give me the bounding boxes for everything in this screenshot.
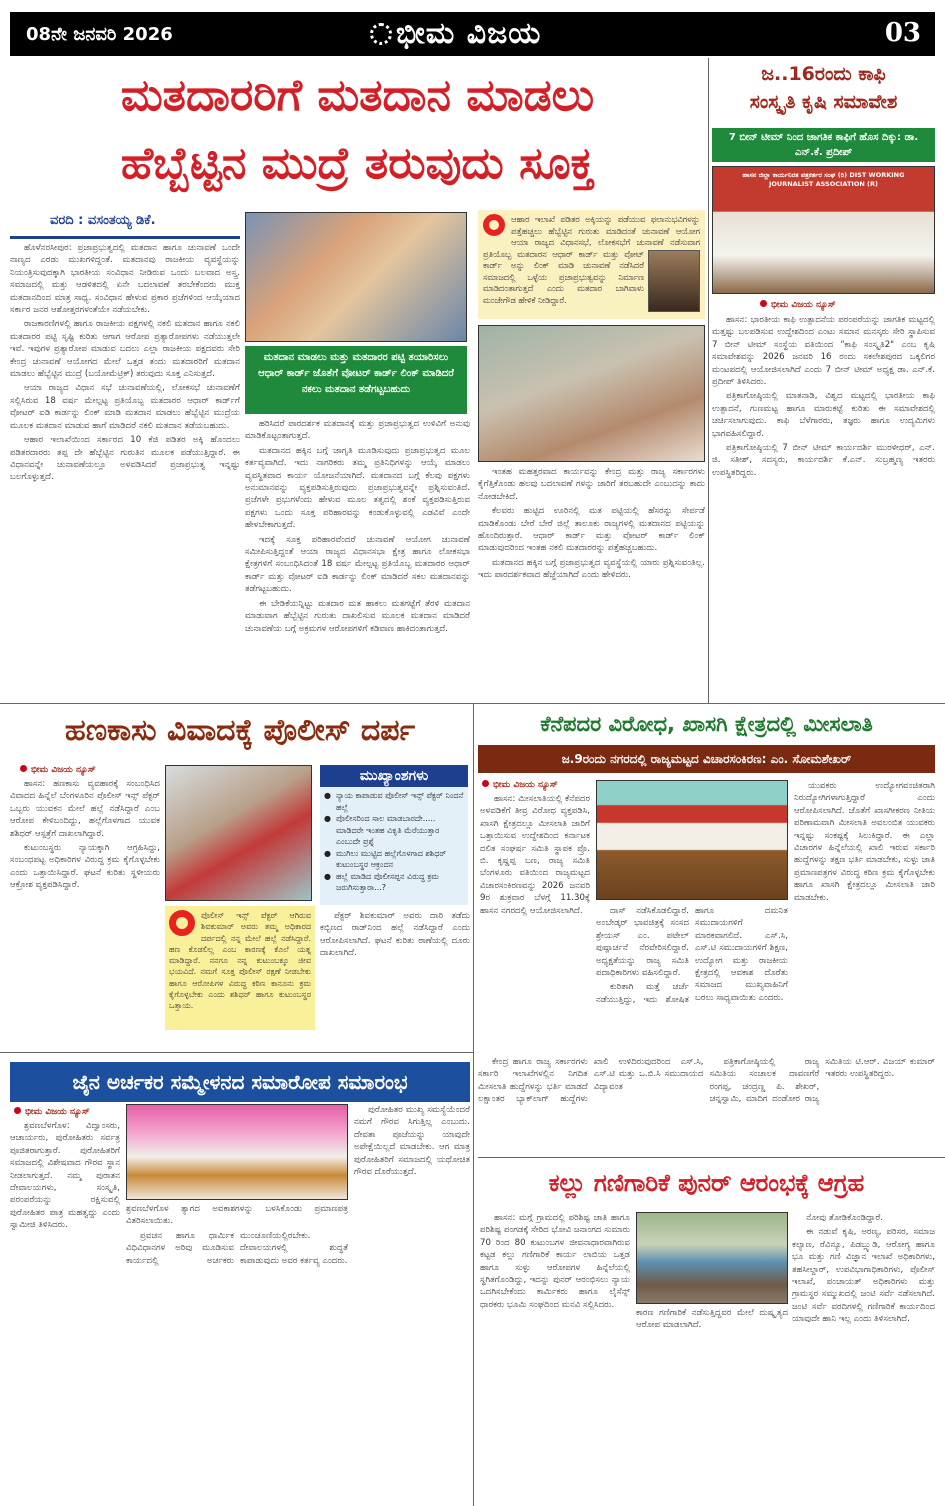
lead-body-col3: ಇಂತಹ ಮಹತ್ತರವಾದ ಕಾರ್ಯವನ್ನು ಕೇಂದ್ರ ಮತ್ತು ರಾಜ್ಯ ಸರ್ಕಾರಗಳು ಕೈಗೆತ್ತಿಕೊಂಡು ಹಲವು ಬದಲಾವಣೆ ಗಳನ್ನು ಜಾರಿಗೆ ತರಬಹುದೇ ಎಂಬುದನ್ನು ಕಾದು ನೋಡಬೇಕಿದೆ. ಕೆಲವರು ಹುಟ್ಟಿದ ಊರಿನಲ್ಲಿ ಮತ ಪಟ್ಟಿಯಲ್ಲಿ ಹೆಸರನ್ನು ಸೇರ್ಪಡೆ ಮಾಡಿಕೊಂಡು ಬೇರೆ ಬೇರೆ ಜಿಲ್ಲೆ ತಾಲೂಕು ರಾಜ್ಯಗಳಲ್ಲಿ ಮತದಾನದ ಪಟ್ಟಿಯನ್ನು ಹೊಂದಿರುತ್ತಾರೆ. ಆಧಾರ್ ಕಾರ್ಡ್ ಮತ್ತು ವೋಟರ್ ಕಾರ್ಡ್ ಲಿಂಕ್ ಮಾಡುವುದರಿಂದ ಇಂತಹ ನಕಲಿ ಮತದಾರರನ್ನು ಪತ್ತೆಹಚ್ಚಬಹುದು. ಮತದಾನದ ಹಕ್ಕಿನ ಬಗ್ಗೆ ಪ್ರಜಾಪ್ರಭುತ್ವದ ವ್ಯವಸ್ಥೆಯಲ್ಲಿ ಯಾರು ಪ್ರಶ್ನಿಸುವಂತಿಲ್ಲ. ಇದು ಪಾರದರ್ಶಕವಾದ ಹೆಜ್ಜೆಯಾಗಿದೆ ಎಂದು ಹೇಳಿದರು. (478, 467, 705, 581)
lead-body-col1: ಹೊಳೆನರಸೀಪುರ: ಪ್ರಜಾಪ್ರಭುತ್ವದಲ್ಲಿ ಮತದಾನ ಹಾಗೂ ಚುನಾವಣೆ ಒಂದೇ ನಾಣ್ಯದ ಎರಡು ಮುಖಗಳಿದ್ದಂತೆ. ಮತದಾನವು ರಾಜಕೀಯ ವ್ಯವಸ್ಥೆಯನ್ನು ನಿಯಂತ್ರಿಸುವುದಕ್ಕಾಗಿ ಭಾರತೀಯ ಸಂವಿಧಾನ ನೀಡಿರುವ ಒಂದು ಬಲವಾದ ಅಸ್ತ್ರ. ಸಮಾಜದಲ್ಲಿ ಮತ್ತು ಆಡಳಿತದಲ್ಲಿ ಏನೇ ಬದಲಾವಣೆ ತರಬೇಕೆಂದರು ಮುಕ್ತ ಮತದಾನದಿಂದ ಮಾತ್ರ ಸಾಧ್ಯ. ಸಂವಿಧಾನ ಹೇಳುವ ಪ್ರಕಾರ ಪ್ರಜೆಗಳಿಂದ ಆಯ್ಕೆಯಾದ ಸರ್ಕಾರ ಜನರ ಆಶೋತ್ತರಗಳಂತೆಯೇ ನಡೆಯಬೇಕು. ರಾಜಕಾರಣಿಗಳಲ್ಲಿ ಹಾಗೂ ರಾಜಕೀಯ ಪಕ್ಷಗಳಲ್ಲಿ ನಕಲಿ ಮತದಾನ ಹಾಗೂ ನಕಲಿ ಮತದಾರರ ಪಟ್ಟಿ ಸೃಷ್ಟಿ ಕುರಿತು ಆಗಾಗ ಆರೋಪ ಪ್ರತ್ಯಾರೋಪಗಳು ನಡೆಯುತ್ತಲೇ ಇವೆ. ಇವುಗಳ ಪ್ರತ್ಯಾರೋಪ ಮಾಡುವ ಬದಲು ಎಲ್ಲಾ ರಾಜಕೀಯ ಪಕ್ಷದವರು ಸೇರಿ ಕೇಂದ್ರ ಚುನಾವಣೆ ಆಯೋಗದ ಮೇಲೆ ಒತ್ತಡ ತಂದು ಮತದಾರರಿಗೆ ಮತದಾನ ಮಾಡಲು ಹೆಬ್ಬೆಟ್ಟಿನ ಮುದ್ರೆ (ಬಯೋಮೆಟ್ರಿಕ್) ತರುವುದು ಸೂಕ್ತ ಎನಿಸುತ್ತದೆ. ಆಯಾ ರಾಜ್ಯದ ವಿಧಾನ ಸಭೆ ಚುನಾವಣೆಯಲ್ಲಿ, ಲೋಕಸಭೆ ಚುನಾವಣೆಗೆ ಸಲ್ಲಿಸಿರುವ 18 ವರ್ಷ ಮೇಲ್ಪಟ್ಟ ಪ್ರತಿಯೊಬ್ಬ ಮತದಾರರ ಆಧಾರ್ ಕಾರ್ಡ್‌ಗೆ ವೋಟರ್ ಐಡಿ ಕಾರ್ಡನ್ನು ಲಿಂಕ್ ಮಾಡಿ ಮತದಾನ ಮಾಡಲು ಹೆಬ್ಬೆಟ್ಟಿನ ಮುದ್ರೆಯ ಮೂಲಕ ಮತದಾನ ಮಾಡುವ ಹಾಗೆ ಮಾಡಿದರೆ ನಕಲಿ ಮತದಾನ ತಡೆಯಬಹುದು. ಆಹಾರ ಇಲಾಖೆಯಿಂದ ಸರ್ಕಾರದ 10 ಕೆಜಿ ಪಡಿತರ ಅಕ್ಕಿ ಹೊಂದಲು ಪಡಿತರದಾರರು ತಪ್ಪ ದೇ ಹೆಬ್ಬೆಟ್ಟಿನ ಗುರುತಿನ ಮೂಲಕ ಪಡೆಯುತ್ತಿದ್ದಾರೆ. ಈ ವಿಧಾನವನ್ನೇ ಚುನಾವಣೆಯಲ್ಲೂ ಅಳವಡಿಸಿದರೆ ಪ್ರಜಾಪ್ರಭುತ್ವ ಇನ್ನಷ್ಟು ಬಲಗೊಳ್ಳುತ್ತದೆ. (10, 243, 240, 483)
bullet-icon: ● (324, 848, 331, 858)
chakra-icon (370, 23, 392, 45)
lead-headline (10, 62, 705, 198)
police-byline: ಭೀಮ ವಿಜಯ ನ್ಯೂಸ್ (20, 765, 96, 775)
lead-headline-line1: ಮತದಾರರಿಗೆ ಮತದಾನ ಮಾಡಲು (120, 70, 595, 121)
jain-body-col3: ಪುರೋಹಿತರ ಮುಖ್ಯ ಸಮಸ್ಯೆಯೆಂದರೆ ನಮಗೆ ಗೌರವ ಸಿಗುತ್ತಿಲ್ಲ ಎಂಬುದು. ದೇವತಾ ಪೂಜೆಯನ್ನು ಯಾವುದೇ ಅಪೇಕ್ಷೆಯಿಲ್ಲದೆ ಮಾಡಬೇಕು. ಆಗ ಮಾತ್ರ ಪುರೋಹಿತರಿಗೆ ಸಮಾಜದಲ್ಲಿ ಯಥೋಚಿತ ಗೌರವ ದೊರೆಯುತ್ತದೆ. (354, 1105, 470, 1178)
photo-banner-text: ಹಾಸನ ಜಿಲ್ಲಾ ಕಾರ್ಯನಿರತ ಪತ್ರಕರ್ತರ ಸಂಘ (ರಿ) DIST WORKING JOURNALIST ASSOCIATION (R) (742, 171, 905, 188)
voting-ink-photo (478, 325, 705, 462)
column-divider (708, 58, 709, 703)
page-number: 03 (884, 18, 921, 48)
byline-rule (10, 236, 240, 239)
police-body-col1: ಹಾಸನ: ಹಣಕಾಸು ವ್ಯವಹಾರಕ್ಕೆ ಸಂಬಂಧಿಸಿದ ವಿವಾದದ ಹಿನ್ನೆಲೆ ಬೆಂಗಳೂರಿನ ಪೊಲೀಸ್ ಇನ್ಸ್ ಪೆಕ್ಟರ್ ಒಬ್ಬರು ಯುವಕನ ಮೇಲೆ ಹಲ್ಲೆ ನಡೆಸಿದ್ದಾರೆ ಎಂಬ ಆರೋಪ ಕೇಳಿಬಂದಿದ್ದು, ಹಲ್ಲೆಗೊಳಗಾದ ಯುವಕ ಶಶಿಧರ್ ಆಸ್ಪತ್ರೆಗೆ ದಾಖಲಾಗಿದ್ದಾರೆ. ಕುಟುಂಬಸ್ಥರು ನ್ಯಾಯಕ್ಕಾಗಿ ಆಗ್ರಹಿಸಿದ್ದು, ಸಂಬಂಧಪಟ್ಟ ಅಧಿಕಾರಿಗಳ ವಿರುದ್ಧ ಕ್ರಮ ಕೈಗೊಳ್ಳಬೇಕು ಎಂದು ಒತ್ತಾಯಿಸಿದ್ದಾರೆ. ಘಟನೆ ಕುರಿತು ಸ್ಥಳೀಯರು ಆಕ್ರೋಶ ವ್ಯಕ್ತಪಡಿಸಿದ್ದಾರೆ. (10, 779, 160, 891)
coffee-subhead: 7 ಬೀನ್ ಟೀಮ್ ನಿಂದ ಜಾಗತಿಕ ಕಾಫಿಗೆ ಹೊಸ ದಿಕ್ಕು: ಡಾ. ಎನ್.ಕೆ. ಪ್ರದೀಪ್ (712, 128, 935, 162)
lead-highlight-box: ಮತದಾನ ಮಾಡಲು ಮತ್ತು ಮತದಾರರ ಪಟ್ಟಿ ತಯಾರಿಸಲು ಆಧಾರ್ ಕಾರ್ಡ್ ಜೊತೆಗೆ ವೋಟರ್ ಕಾರ್ಡ್ ಲಿಂಕ್ ಮಾಡಿದರೆ ನಕಲು ಮತದಾನ ತಡೆಗಟ್ಟಬಹುದು (245, 346, 467, 414)
jain-body-col2: ಪ್ರವಚನ ಹಾಗೂ ಧಾರ್ಮಿಕ ವಿಧಿವಿಧಾನಗಳ ಅರಿವು ಮೂಡಿಸುವ ಕಾರ್ಯದಲ್ಲಿ ಅರ್ಚಕರು ಮುಂಚೂಣಿಯಲ್ಲಿರಬೇಕು. ದೇವಾಲಯಗಳಲ್ಲಿ ಶುದ್ಧತೆ ಕಾಪಾಡುವುದು ಅವರ ಕರ್ತವ್ಯ ಎಂದರು. (126, 1231, 348, 1266)
quarry-headline: ಕಲ್ಲು ಗಣಿಗಾರಿಕೆ ಪುನರ್ ಆರಂಭಕ್ಕೆ ಆಗ್ರಹ (548, 1169, 865, 1197)
jain-ceremony-photo (126, 1104, 348, 1200)
voters-photo (245, 212, 467, 342)
injured-man-photo (165, 765, 312, 901)
coffee-body: ಹಾಸನ: ಭಾರತೀಯ ಕಾಫಿ ಉತ್ಪಾದನೆಯ ಪರಂಪರೆಯನ್ನು ಜಾಗತಿಕ ಮಟ್ಟದಲ್ಲಿ ಮತ್ತಷ್ಟು ಬಲಪಡಿಸುವ ಉದ್ದೇಶದಿಂದ ಎಂಟು ಸಮಾನ ಮನಸ್ಕರು ಸೇರಿ ಸ್ಥಾಪಿಸುವ 7 ಬೀನ್ ಟೀಮ್ ಸಂಸ್ಥೆಯ ವತಿಯಿಂದ "ಕಾಫಿ ಸಂಸ್ಕೃತಿ2" ಎಂಬ ಕೃಷಿ ಸಮಾವೇಶವನ್ನು 2026 ಜನವರಿ 16 ರಂದು ಸಕಲೇಶಪುರದ ಒಕ್ಕಲಿಗರ ಮಂಟಪದಲ್ಲಿ ಆಯೋಜಿಸಲಾಗಿದೆ ಎಂದು 7 ಬೀನ್ ಟೀಮ್ ಅಧ್ಯಕ್ಷ ಡಾ. ಎನ್.ಕೆ. ಪ್ರದೀಪ್ ತಿಳಿಸಿದರು. ಪತ್ರಿಕಾಗೋಷ್ಠಿಯಲ್ಲಿ ಮಾತನಾಡಿ, ವಿಶ್ವದ ಮಟ್ಟದಲ್ಲಿ ಭಾರತೀಯ ಕಾಫಿ ಉತ್ಪಾದನೆ, ಗುಣಮಟ್ಟ ಹಾಗೂ ಮಾರುಕಟ್ಟೆ ಕುರಿತು ಈ ಸಮಾವೇಶದಲ್ಲಿ ಚರ್ಚಿಸಲಾಗುವುದು. ಕಾಫಿ ಬೆಳೆಗಾರರು, ತಜ್ಞರು ಹಾಗೂ ಉದ್ಯಮಿಗಳು ಭಾಗವಹಿಸಲಿದ್ದಾರೆ. ಪತ್ರಿಕಾಗೋಷ್ಠಿಯಲ್ಲಿ 7 ಬೀನ್ ಟೀಮ್ ಕಾರ್ಯದರ್ಶಿ ಮುರಳೀಧರ್, ಎನ್. ಜಿ. ಸತೀಶ್, ಸದಸ್ಯರು, ಕಾರ್ಯದರ್ಶಿ ಕೆ.ಎನ್. ಸುಬ್ರಹ್ಮಣ್ಯ ಇತರರು ಉಪಸ್ಥಿತರಿದ್ದರು. (712, 315, 935, 478)
quote-icon (169, 910, 195, 936)
masthead (10, 12, 935, 56)
quote-icon (483, 214, 505, 236)
column-divider-lower (473, 703, 474, 1506)
bullet-icon: ● (324, 871, 331, 881)
lead-headline-line2: ಹೆಬ್ಬೆಟ್ಟಿನ ಮುದ್ರೆ ತರುವುದು ಸೂಕ್ತ (120, 138, 595, 189)
reservation-byline: ಭೀಮ ವಿಜಯ ನ್ಯೂಸ್ (482, 780, 558, 790)
bullet-icon: ● (324, 791, 331, 800)
reservation-body-continued: ಕೇಂದ್ರ ಹಾಗೂ ರಾಜ್ಯ ಸರ್ಕಾರಗಳು ಸರ್ಕಾರಿ ಇಲಾಖೆಗಳಲ್ಲಿನ ನಿಗದಿತ ಮೀಸಲಾತಿ ಹುದ್ದೆಗಳನ್ನು ಭರ್ತಿ ಮಾಡದೆ ಲಕ್ಷಾಂತರ ಬ್ಯಾಕ್‌ಲಾಗ್ ಹುದ್ದೆಗಳು ಖಾಲಿ ಉಳಿದಿರುವುದರಿಂದ ಎಸ್.ಸಿ, ಎಸ್.ಟಿ ಮತ್ತು ಒ.ಬಿ.ಸಿ ಸಮುದಾಯದ ವಿದ್ಯಾವಂತ ಪತ್ರಿಕಾಗೋಷ್ಠಿಯಲ್ಲಿ ರಾಜ್ಯ ಸಮಿತಿಯ ಸಂಚಾಲಕ ದಾವಣಗೆರೆ ರಂಗಪ್ಪ, ಚಂದ್ರಣ್ಣ ಪಿ. ಶೇಖರ್, ಚನ್ನಸ್ವಾಮಿ, ಮಾದಿಗ ದಂಡೋರ ರಾಜ್ಯ ಸಮಿತಿಯ ಟಿ.ಆರ್. ವಿಜಯ್ ಕುಮಾರ್ ಇತರರು ಉಪಸ್ಥಿತರಿದ್ದರು. (478, 1057, 935, 1105)
bullet-icon (482, 780, 489, 787)
lead-byline: ವರದಿ : ವಸಂತಯ್ಯ ಡಿಕೆ. (50, 213, 156, 228)
highlights-title: ಮುಖ್ಯಾಂಶಗಳು (320, 765, 468, 787)
jain-body-col1: ಶ್ರವಣಬೆಳಗೊಳ: ವಿದ್ವಾಂಸರು, ಆಚಾರ್ಯರು, ಪುರೋಹಿತರು ಸರ್ವತ್ರ ಪೂಜಿತರಾಗುತ್ತಾರೆ. ಪುರೋಹಿತರಿಗೆ ಸಮಾಜದಲ್ಲಿ ವಿಶೇಷವಾದ ಗೌರವ ಸ್ಥಾನ ನೀಡಲಾಗುತ್ತದೆ. ನಮ್ಮ ಪುರಾತನ ದೇವಾಲಯಗಳು, ಸಂಸ್ಕೃತಿ, ಪರಂಪರೆಯನ್ನು ರಕ್ಷಿಸುವಲ್ಲಿ ಪುರೋಹಿತರ ಪಾತ್ರ ಮಹತ್ವದ್ದು ಎಂದು ಸ್ವಾಮೀಜಿ ತಿಳಿಸಿದರು. (10, 1121, 120, 1231)
quarry-caption: ಕಾರಣ ಗಣಿಗಾರಿಕೆ ನಡೆಸುತ್ತಿದ್ದವರ ಮೇಲೆ ದುಷ್ಕೃತ್ಯದ ಆರೋಪ ಮಾಡಲಾಗಿದೆ. (636, 1308, 788, 1330)
quarry-workers-photo (636, 1212, 788, 1304)
quarry-body-col1: ಹಾಸನ: ಮಗ್ಗೆ ಗ್ರಾಮದಲ್ಲಿ ಪರಿಶಿಷ್ಟ ಜಾತಿ ಹಾಗೂ ಪರಿಶಿಷ್ಟ ಪಂಗಡಕ್ಕೆ ಸೇರಿದ ಭೋವಿ ಜನಾಂಗದ ಸುಮಾರು 70 ರಿಂದ 80 ಕುಟುಂಬಗಳ ಜೀವನಾಧಾರವಾಗಿರುವ ಕಟ್ಟಡ ಕಲ್ಲು ಗಣಿಗಾರಿಕೆ ಕಾರ್ಯ ಲಾಬಿಯ ಒತ್ತಡ ಹಾಗೂ ಸುಳ್ಳು ಆರೋಪಗಳ ಹಿನ್ನೆಲೆಯಲ್ಲಿ ಸ್ಥಗಿತಗೊಂಡಿದ್ದು, ಇದನ್ನು ಪುನರ್ ಆರಂಭಿಸಲು ನ್ಯಾಯ ಒದಗಿಸಬೇಕೆಂದು ಕಾರ್ಮಿಕರು ಹಾಗೂ ಲೈಸೆನ್ಸ್ ಧಾರಕರು ಭೂಮಿ ಸಂಘದಿಂದ ಮನವಿ ಸಲ್ಲಿಸಿದರು. (480, 1213, 630, 1310)
bullet-icon (760, 300, 767, 307)
bullet-icon (20, 765, 27, 772)
lead-quote-text: ಆಹಾರ ಇಲಾಖೆ ಪಡಿತರ ಅಕ್ಕಿಯನ್ನು ಪಡೆಯುವ ಫಲಾನುಭವಿಗಳನ್ನು ಪತ್ತೆಹಚ್ಚಲು ಹೆಬ್ಬೆಟ್ಟಿನ ಗುರುತು ಮಾಡಿದಂತೆ ಚುನಾವಣೆ ಆಯೋಗ ಆಯಾ ರಾಜ್ಯದ ವಿಧಾನಸಭೆ, ಲೋಕಸಭೆಗೆ ಚುನಾವಣೆ ನಡೆಸುವಾಗ ಪ್ರತಿಯೊಬ್ಬ ಮತದಾರನ ಆಧಾರ್ ಕಾರ್ಡ್ ಮತ್ತು ವೋಟ್ ಕಾರ್ಡ್ ಅನ್ನು ಲಿಂಕ್ ಮಾಡಿ ಚುನಾವಣೆ ನಡೆಸಿದರೆ ಸಮಾಜದಲ್ಲಿ ಒಳ್ಳೆಯ ಪ್ರಜಾಪ್ರಭುತ್ವವನ್ನು ನಿರ್ಮಾಣ ಮಾಡಿದಂತಾಗುತ್ತದೆ ಎಂದು ಮತದಾರ ಬಾಗಿವಾಳು ಮಂಜೇಗೌಡ ಹೇಳಿಕೆ ನೀಡಿದ್ದಾರೆ. (483, 214, 700, 305)
jain-headline: ಜೈನ ಅರ್ಚಕರ ಸಮ್ಮೇಳನದ ಸಮಾರೋಪ ಸಮಾರಂಭ (10, 1062, 470, 1102)
highlight-item: ● ಮುಗಿಲು ಮುಟ್ಟಿದ ಹಲ್ಲೆಗೊಳಗಾದ ಶಶಿಧರ್ ಕುಟುಂಬಸ್ಥರ ಆಕ್ರಂದನ (324, 848, 447, 869)
highlights-box (320, 765, 468, 905)
speaker-photo (648, 250, 700, 312)
lead-body-col2: ಹರಿಸಿದರೆ ಪಾರದರ್ಶಕ ಮತದಾನಕ್ಕೆ ಮತ್ತು ಪ್ರಜಾಪ್ರಭುತ್ವದ ಉಳಿವಿಗೆ ಅನುವು ಮಾಡಿಕೊಟ್ಟಂತಾಗುತ್ತದೆ. ಮತದಾನದ ಹಕ್ಕಿನ ಬಗ್ಗೆ ಜಾಗೃತಿ ಮೂಡಿಸುವುದು ಪ್ರಜಾಪ್ರಭುತ್ವದ ಮೂಲ ಕರ್ತವ್ಯವಾಗಿದೆ. ಇದು ನಾಗರಿಕರು ತಮ್ಮ ಪ್ರತಿನಿಧಿಗಳನ್ನು ಆಯ್ಕೆ ಮಾಡಲು ವ್ಯವಸ್ಥಿತವಾದ ಕಾರ್ಯ ಯೋಜನೆಯಾಗಿದೆ. ಮತದಾನದ ಬಗ್ಗೆ ಕೆಲವು ಪಕ್ಷಗಳು ಅನುಮಾನವನ್ನು ವ್ಯಕ್ತಪಡಿಸುತ್ತಿರುವುದು ಪ್ರಜಾಪ್ರಭುತ್ವವನ್ನೇ ಪ್ರಶ್ನಿಸುವಂತಿದೆ. ಪ್ರಜೆಗಳೇ ಪ್ರಭುಗಳೆಂದು ಹೇಳುವ ಮೂಲ ತತ್ವದಲ್ಲಿ ಶಂಕೆ ವ್ಯಕ್ತಪಡಿಸುತ್ತಿರುವ ಪಕ್ಷಗಳು ಒಂದು ಸೂಕ್ತ ಪರಿಹಾರವನ್ನು ಕಂಡುಕೊಳ್ಳುವಲ್ಲಿ ಎಡವಿವೆ ಎಂದೇ ಹೇಳಬೇಕಾಗುತ್ತದೆ. ಇದಕ್ಕೆ ಸೂಕ್ತ ಪರಿಹಾರವೆಂದರೆ ಚುನಾವಣೆ ಆಯೋಗ ಚುನಾವಣೆ ಸಮೀಪಿಸುತ್ತಿದ್ದಂತೆ ಆಯಾ ರಾಜ್ಯದ ವಿಧಾನಸಭಾ ಕ್ಷೇತ್ರ ಹಾಗೂ ಲೋಕಸಭಾ ಕ್ಷೇತ್ರಗಳಿಗೆ ಸಂಬಂಧಿಸಿದಂತೆ 18 ವರ್ಷ ಮೇಲ್ಪಟ್ಟ ಪ್ರತಿಯೊಬ್ಬ ಮತದಾರರ ಆಧಾರ್ ಕಾರ್ಡ್ ಮತ್ತು ವೋಟರ್ ಐಡಿ ಕಾರ್ಡನ್ನು ಲಿಂಕ್ ಮಾಡಿದರೆ ಸಕಲ ಮತದಾನವನ್ನು ತಡೆಗಟ್ಟಬಹುದು. ಈ ಬೇಡಿಕೆಯನ್ನಿಟ್ಟು ಮತದಾರ ಮತ ಹಾಕಲು ಮತಗಟ್ಟೆಗೆ ತೆರಳಿ ಮತದಾನ ಮಾಡುವಾಗ ಹೆಬ್ಬೆಟ್ಟಿನ ಗುರುತು ದಾಖಲಿಸುವ ಮೂಲಕ ಮತದಾನ ಮಾಡಿದರೆ ಚುನಾವಣೆಯ ಬಗ್ಗೆ ಅಕ್ರಮಗಳ ಆರೋಪಗಳಿಗೆ ಕಡಿವಾಣ ಹಾಕಿದಂತಾಗುತ್ತದೆ. (245, 419, 470, 634)
highlight-item: ● ಹಲ್ಲೆ ಮಾಡಿದ ಪೊಲೀಸಪ್ಪನ ವಿರುದ್ಧ ಕ್ರಮ ಜರುಗಿಸುತ್ತಾರಾ...? (324, 871, 439, 892)
quarry-body-col2: ನೋವು ತೋಡಿಕೊಂಡಿದ್ದಾರೆ. ಈ ನಡುವೆ ಕೃಷಿ, ಅರಣ್ಯ, ಪರಿಸರ, ಸಮಾಜ ಕಲ್ಯಾಣ, ರೆವಿನ್ಯೂ, ಪಿಡಬ್ಲ್ಯುಡಿ, ಆರೋಗ್ಯ ಹಾಗೂ ಭೂ ಮತ್ತು ಗಣಿ ವಿಜ್ಞಾನ ಇಲಾಖೆ ಅಧಿಕಾರಿಗಳು, ತಹಸೀಲ್ದಾರ್, ಉಪವಿಭಾಗಾಧಿಕಾರಿಗಳು, ಪೊಲೀಸ್ ಇಲಾಖೆ, ಪಂಚಾಯತ್ ಅಧಿಕಾರಿಗಳು ಮತ್ತು ಗ್ರಾಮಸ್ಥರ ಸಮ್ಮುಖದಲ್ಲಿ ಜಂಟಿ ಸರ್ವೆ ನಡೆಸಲಾಗಿದೆ. ಜಂಟಿ ಸರ್ವೆ ವರದಿಗಳಲ್ಲಿ ಗಣಿಗಾರಿಕೆ ಕಾರ್ಯದಿಂದ ಯಾವುದೇ ಹಾನಿ ಇಲ್ಲ ಎಂದು ತಿಳಿಸಲಾಗಿದೆ. (792, 1213, 935, 1325)
jain-byline: ಭೀಮ ವಿಜಯ ನ್ಯೂಸ್ (14, 1107, 90, 1117)
coffee-headline-line1: ಜ..16ರಂದು ಕಾಫಿ (761, 63, 886, 85)
coffee-byline: ಭೀಮ ವಿಜಯ ನ್ಯೂಸ್ (760, 300, 836, 310)
issue-date: 08ನೇ ಜನವರಿ 2026 (26, 24, 173, 45)
police-quote-box (165, 906, 315, 1030)
reservation-body-col2: ದಾಸ್ ನಡೆಸಿಕೊಡಲಿದ್ದಾರೆ. ಅಂಬೇಡ್ಕರ್ ಭಾವಚಿತ್ರಕ್ಕೆ ಸಂಸದ ಶ್ರೇಯಸ್ ಎಂ. ಪಟೇಲ್ ಪುಷ್ಪಾರ್ಚನೆ ನೆರವೇರಿಸಲಿದ್ದಾರೆ. ಅಧ್ಯಕ್ಷತೆಯನ್ನು ರಾಜ್ಯ ಸಮಿತಿ ಪದಾಧಿಕಾರಿಗಳು ವಹಿಸಲಿದ್ದಾರೆ. ಕುರಿತಾಗಿ ಮತ್ತೆ ಚರ್ಚೆ ನಡೆಯುತ್ತಿದ್ದು, ಇದು ಶೋಷಿತ ಹಾಗೂ ದಮನಿತ ಸಮುದಾಯಗಳಿಗೆ ಮಾರಕವಾಗಲಿದೆ. ಎಸ್.ಸಿ, ಎಸ್.ಟಿ ಸಮುದಾಯಗಳಿಗೆ ಶಿಕ್ಷಣ, ಉದ್ಯೋಗ ಮತ್ತು ರಾಜಕೀಯ ಕ್ಷೇತ್ರದಲ್ಲಿ ಆವಕಾಶ ದೊರೆತು ಸಮಾಜದ ಮುಖ್ಯವಾಹಿನಿಗೆ ಬರಲು ಸಾಧ್ಯವಾಯಿತು ಎಂದರು. (596, 906, 788, 1005)
coffee-headline-line2: ಸಂಸ್ಕೃತಿ ಕೃಷಿ ಸಮಾವೇಶ (749, 91, 898, 113)
reservation-subhead: ಜ.9ರಂದು ನಗರದಲ್ಲಿ ರಾಜ್ಯಮಟ್ಟದ ವಿಚಾರಸಂಕಿರಣ: ಎಂ. ಸೋಮಶೇಖರ್ (478, 745, 935, 773)
lead-right-column (478, 210, 705, 700)
section-divider (478, 1157, 945, 1158)
jain-caption: ಶ್ರವಣಬೆಳಗೊಳ ತ್ಯಾಗದ ಅವಕಾಶಗಳನ್ನು ಬಳಸಿಕೊಂಡು ಪ್ರಮಾಣಪತ್ರ ವಿತರಿಸಲಾಯಿತು. (126, 1204, 348, 1226)
reservation-body-col1: ಹಾಸನ: ಮೀಸಲಾತಿಯಲ್ಲಿ ಕೆನೆಪದರ ಅಳವಡಿಕೆಗೆ ತೀವ್ರ ವಿರೋಧ ವ್ಯಕ್ತಪಡಿಸಿ, ಖಾಸಗಿ ಕ್ಷೇತ್ರದಲ್ಲೂ ಮೀಸಲಾತಿ ಜಾರಿಗೆ ಒತ್ತಾಯಿಸುವ ಉದ್ದೇಶದಿಂದ ಕರ್ನಾಟಕ ದಲಿತ ಸಂಘರ್ಷ ಸಮಿತಿ ಸ್ಥಾಪಕ ಪ್ರೊ. ಬಿ. ಕೃಷ್ಣಪ್ಪ ಬಣ, ರಾಜ್ಯ ಸಮಿತಿ ಬೆಂಗಳೂರು ವತಿಯಿಂದ ರಾಜ್ಯಮಟ್ಟದ ವಿಚಾರಸಂಕಿರಣವನ್ನು 2026 ಜನವರಿ 9ರ ಶುಕ್ರವಾರ ಬೆಳಗ್ಗೆ 11.30ಕ್ಕೆ ಹಾಸನ ನಗರದಲ್ಲಿ ಆಯೋಜಿಸಲಾಗಿದೆ. (480, 794, 590, 916)
police-body-col2: ಪೆಕ್ಟರ್ ಶಿವಕುಮಾರ್ ಅವರು ದಾರಿ ತಡೆದು ಕಬ್ಬಿಣದ ರಾಡ್‌ನಿಂದ ಹಲ್ಲೆ ನಡೆಸಿದ್ದಾರೆ ಎಂದು ಆರೋಪಿಸಲಾಗಿದೆ. ಘಟನೆ ಕುರಿತು ಠಾಣೆಯಲ್ಲಿ ದೂರು ದಾಖಲಾಗಿದೆ. (320, 911, 470, 959)
coffee-headline (712, 60, 935, 116)
section-divider (0, 1052, 473, 1053)
lead-quote-box (478, 210, 705, 319)
police-headline: ಹಣಕಾಸು ವಿವಾದಕ್ಕೆ ಪೊಲೀಸ್ ದರ್ಪ (64, 713, 416, 748)
newspaper-logo: ಭೀಮ ವಿಜಯ (370, 16, 541, 51)
reservation-body-col3: ಯುವಕರು ಉದ್ಯೋಗವಂಚಿತರಾಗಿ ನಿರುದ್ಯೋಗಿಗಳಾಗುತ್ತಿದ್ದಾರೆ ಎಂದು ಆರೋಪಿಸಲಾಗಿದೆ. ಜೊತೆಗೆ ಖಾಸಗೀಕರಣ ನೀತಿಯ ಪರಿಣಾಮವಾಗಿ ಮೀಸಲಾತಿ ಅವಲಂಬಿತ ಯುವಕರು ಇನ್ನಷ್ಟು ಸಂಕಷ್ಟಕ್ಕೆ ಸಿಲುಕಿದ್ದಾರೆ. ಈ ಎಲ್ಲಾ ವಿಚಾರಗಳ ಹಿನ್ನೆಲೆಯಲ್ಲಿ ಖಾಲಿ ಇರುವ ಸರ್ಕಾರಿ ಹುದ್ದೆಗಳನ್ನು ತಕ್ಷಣ ಭರ್ತಿ ಮಾಡಬೇಕು, ಸುಳ್ಳು ಜಾತಿ ಪ್ರಮಾಣಪತ್ರಗಳ ವಿರುದ್ಧ ಕಠಿಣ ಕ್ರಮ ಕೈಗೊಳ್ಳಬೇಕು ಹಾಗೂ ಖಾಸಗಿ ಕ್ಷೇತ್ರದಲ್ಲೂ ಮೀಸಲಾತಿ ಜಾರಿ ಮಾಡಬೇಕು. (794, 781, 935, 903)
highlight-item: ● ನ್ಯಾಯ ಕಾಪಾಡುವ ಪೊಲೀಸ್ ಇನ್ಸ್ ಪೆಕ್ಟರ್ ನಿಂದನೆ ಹಲ್ಲೆ (324, 791, 464, 812)
bullet-icon (14, 1107, 21, 1114)
bullet-icon: ● (324, 814, 331, 823)
coffee-press-photo (712, 166, 935, 294)
highlight-item: ● ಪೊಲೀಸರಿಂದ ಸಾಲ ಮಾಡಬಾರದೇ..... ಮಾಡಿದರೇ ಇಂತಹ ವಿಕೃತಿ ಮೆರೆಯುತ್ತಾರ ಎಂಬುದೇ ಪ್ರಶ್ನೆ (324, 814, 440, 846)
reservation-headline: ಕೆನೆಪದರ ವಿರೋಧ, ಖಾಸಗಿ ಕ್ಷೇತ್ರದಲ್ಲಿ ಮೀಸಲಾತಿ (540, 712, 873, 736)
reservation-press-photo (596, 780, 788, 900)
police-quote-text: ಪೊಲೀಸ್ ಇನ್ಸ್ ಪೆಕ್ಟರ್ ಆಗಿರುವ ಶಿವಕುಮಾರ್ ಅವರು ತಮ್ಮ ಅಧಿಕಾರದ ದರ್ಪದಲ್ಲಿ ನನ್ನ ಮೇಲೆ ಹಲ್ಲೆ ನಡೆಸಿದ್ದಾರೆ. ಹಣ ಕೊಡಲಿಲ್ಲ ಎಂಬ ಕಾರಣಕ್ಕೆ ಕೊಲೆ ಯತ್ನ ಮಾಡಿದ್ದಾರೆ. ನನಗೂ ನನ್ನ ಕುಟುಂಬಕ್ಕೂ ಜೀವ ಭಯವಿದೆ. ನಮಗೆ ಸೂಕ್ತ ಪೊಲೀಸ್ ರಕ್ಷಣೆ ನೀಡಬೇಕು ಹಾಗೂ ಆರೋಪಿಗಳ ವಿರುದ್ಧ ಕಠಿಣ ಕಾನೂನು ಕ್ರಮ ಕೈಗೊಳ್ಳಬೇಕು ಎಂದು ಶಶಿಧರ್ ಹಾಗೂ ಕುಟುಂಬಸ್ಥರ ಒತ್ತಾಯ. (169, 911, 311, 1011)
